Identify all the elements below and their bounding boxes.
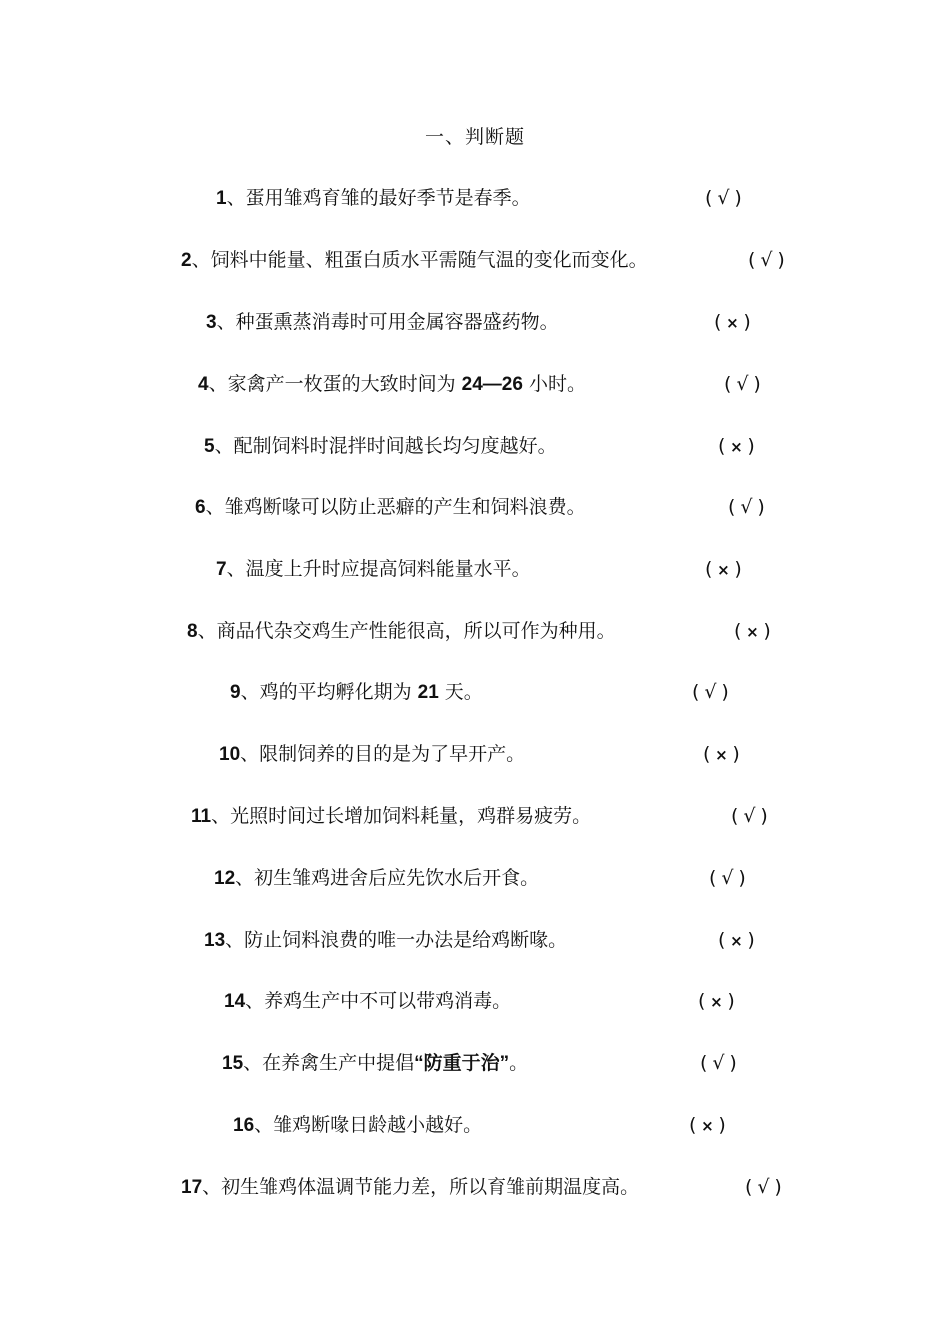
cross-mark: × (726, 314, 739, 332)
question-text: 天。 (438, 681, 483, 703)
question-17 (181, 1174, 639, 1201)
answer-13: ( × ) (718, 927, 755, 954)
question-number: 1 (216, 188, 227, 209)
question-number: 16 (233, 1115, 255, 1136)
question-6 (195, 494, 586, 521)
answer-16: ( × ) (689, 1112, 726, 1139)
answer-9: ( √ ) (692, 681, 729, 703)
question-text: 、商品代杂交鸡生产性能很高，所以可作为种用。 (197, 620, 616, 642)
question-text: 、饲料中能量、粗蛋白质水平需随气温的变化而变化。 (191, 249, 648, 271)
question-text: 。 (509, 1052, 529, 1074)
question-number: 2 (181, 250, 192, 271)
question-12 (214, 865, 539, 892)
cross-mark: × (701, 1117, 714, 1135)
answer-17: ( √ ) (745, 1176, 782, 1198)
check-mark: √ (721, 867, 734, 889)
answer-8: ( × ) (734, 618, 771, 645)
question-number: 15 (222, 1053, 244, 1074)
question-number: 8 (187, 621, 198, 642)
cross-mark: × (730, 438, 743, 456)
question-5 (204, 433, 557, 460)
question-1 (216, 185, 531, 212)
answer-11: ( √ ) (731, 805, 768, 827)
question-text: 、防止饲料浪费的唯一办法是给鸡断喙。 (225, 929, 568, 951)
answer-10: ( × ) (703, 741, 740, 768)
check-mark: √ (712, 1052, 725, 1074)
question-text-bold: “防重于治” (414, 1053, 510, 1074)
question-3 (206, 309, 559, 336)
cross-mark: × (710, 993, 723, 1011)
question-text: 、初生雏鸡进舍后应先饮水后开食。 (235, 867, 540, 889)
question-number: 17 (181, 1177, 203, 1198)
cross-mark: × (746, 623, 759, 641)
check-mark: √ (736, 373, 749, 395)
answer-5: ( × ) (718, 433, 755, 460)
question-number: 7 (216, 559, 227, 580)
question-text: 、配制饲料时混拌时间越长均匀度越好。 (214, 435, 557, 457)
question-number: 3 (206, 312, 217, 333)
cross-mark: × (715, 746, 728, 764)
answer-2: ( √ ) (748, 249, 785, 271)
answer-15: ( √ ) (700, 1052, 737, 1074)
question-text: 、限制饲养的目的是为了早开产。 (240, 743, 526, 765)
question-text: 小时。 (522, 373, 586, 395)
question-7 (216, 556, 531, 583)
question-13 (204, 927, 567, 954)
question-text: 、温度上升时应提高饲料能量水平。 (226, 558, 531, 580)
question-4 (198, 371, 586, 398)
question-number: 14 (224, 991, 246, 1012)
section-title: 一、判断题 (424, 126, 525, 148)
answer-1: ( √ ) (705, 187, 742, 209)
question-14 (224, 988, 511, 1015)
question-11 (191, 803, 591, 830)
question-text: 、在养禽生产中提倡 (243, 1052, 415, 1074)
question-number: 6 (195, 497, 206, 518)
answer-4: ( √ ) (724, 373, 761, 395)
question-number: 13 (204, 930, 226, 951)
question-number: 5 (204, 436, 215, 457)
question-text: 、鸡的平均孵化期为 (240, 681, 418, 703)
question-number: 12 (214, 868, 236, 889)
answer-3: ( × ) (714, 309, 751, 336)
cross-mark: × (717, 561, 730, 579)
answer-7: ( × ) (705, 556, 742, 583)
question-text: 、蛋用雏鸡育雏的最好季节是春季。 (226, 187, 531, 209)
question-text: 、养鸡生产中不可以带鸡消毒。 (245, 990, 512, 1012)
question-text: 、初生雏鸡体温调节能力差，所以育雏前期温度高。 (202, 1176, 640, 1198)
question-text: 、家禽产一枚蛋的大致时间为 (208, 373, 462, 395)
question-2 (181, 247, 648, 274)
question-number: 11 (191, 806, 212, 827)
question-16 (233, 1112, 482, 1139)
check-mark: √ (704, 681, 717, 703)
check-mark: √ (743, 805, 756, 827)
check-mark: √ (717, 187, 730, 209)
cross-mark: × (730, 932, 743, 950)
question-8 (187, 618, 616, 645)
question-10 (219, 741, 525, 768)
question-9 (230, 679, 483, 706)
answer-6: ( √ ) (728, 496, 765, 518)
answer-12: ( √ ) (709, 867, 746, 889)
question-text: 、光照时间过长增加饲料耗量，鸡群易疲劳。 (211, 805, 592, 827)
question-text: 、雏鸡断喙日龄越小越好。 (254, 1114, 483, 1136)
question-text: 、雏鸡断喙可以防止恶癖的产生和饲料浪费。 (205, 496, 586, 518)
question-number: 4 (198, 374, 209, 395)
question-number: 9 (230, 682, 241, 703)
answer-14: ( × ) (698, 988, 735, 1015)
question-text-bold: 24—26 (461, 374, 523, 395)
question-15 (222, 1050, 528, 1077)
question-number: 10 (219, 744, 241, 765)
question-text: 、种蛋熏蒸消毒时可用金属容器盛药物。 (216, 311, 559, 333)
check-mark: √ (740, 496, 753, 518)
question-text-bold: 21 (417, 682, 439, 703)
check-mark: √ (760, 249, 773, 271)
check-mark: √ (757, 1176, 770, 1198)
